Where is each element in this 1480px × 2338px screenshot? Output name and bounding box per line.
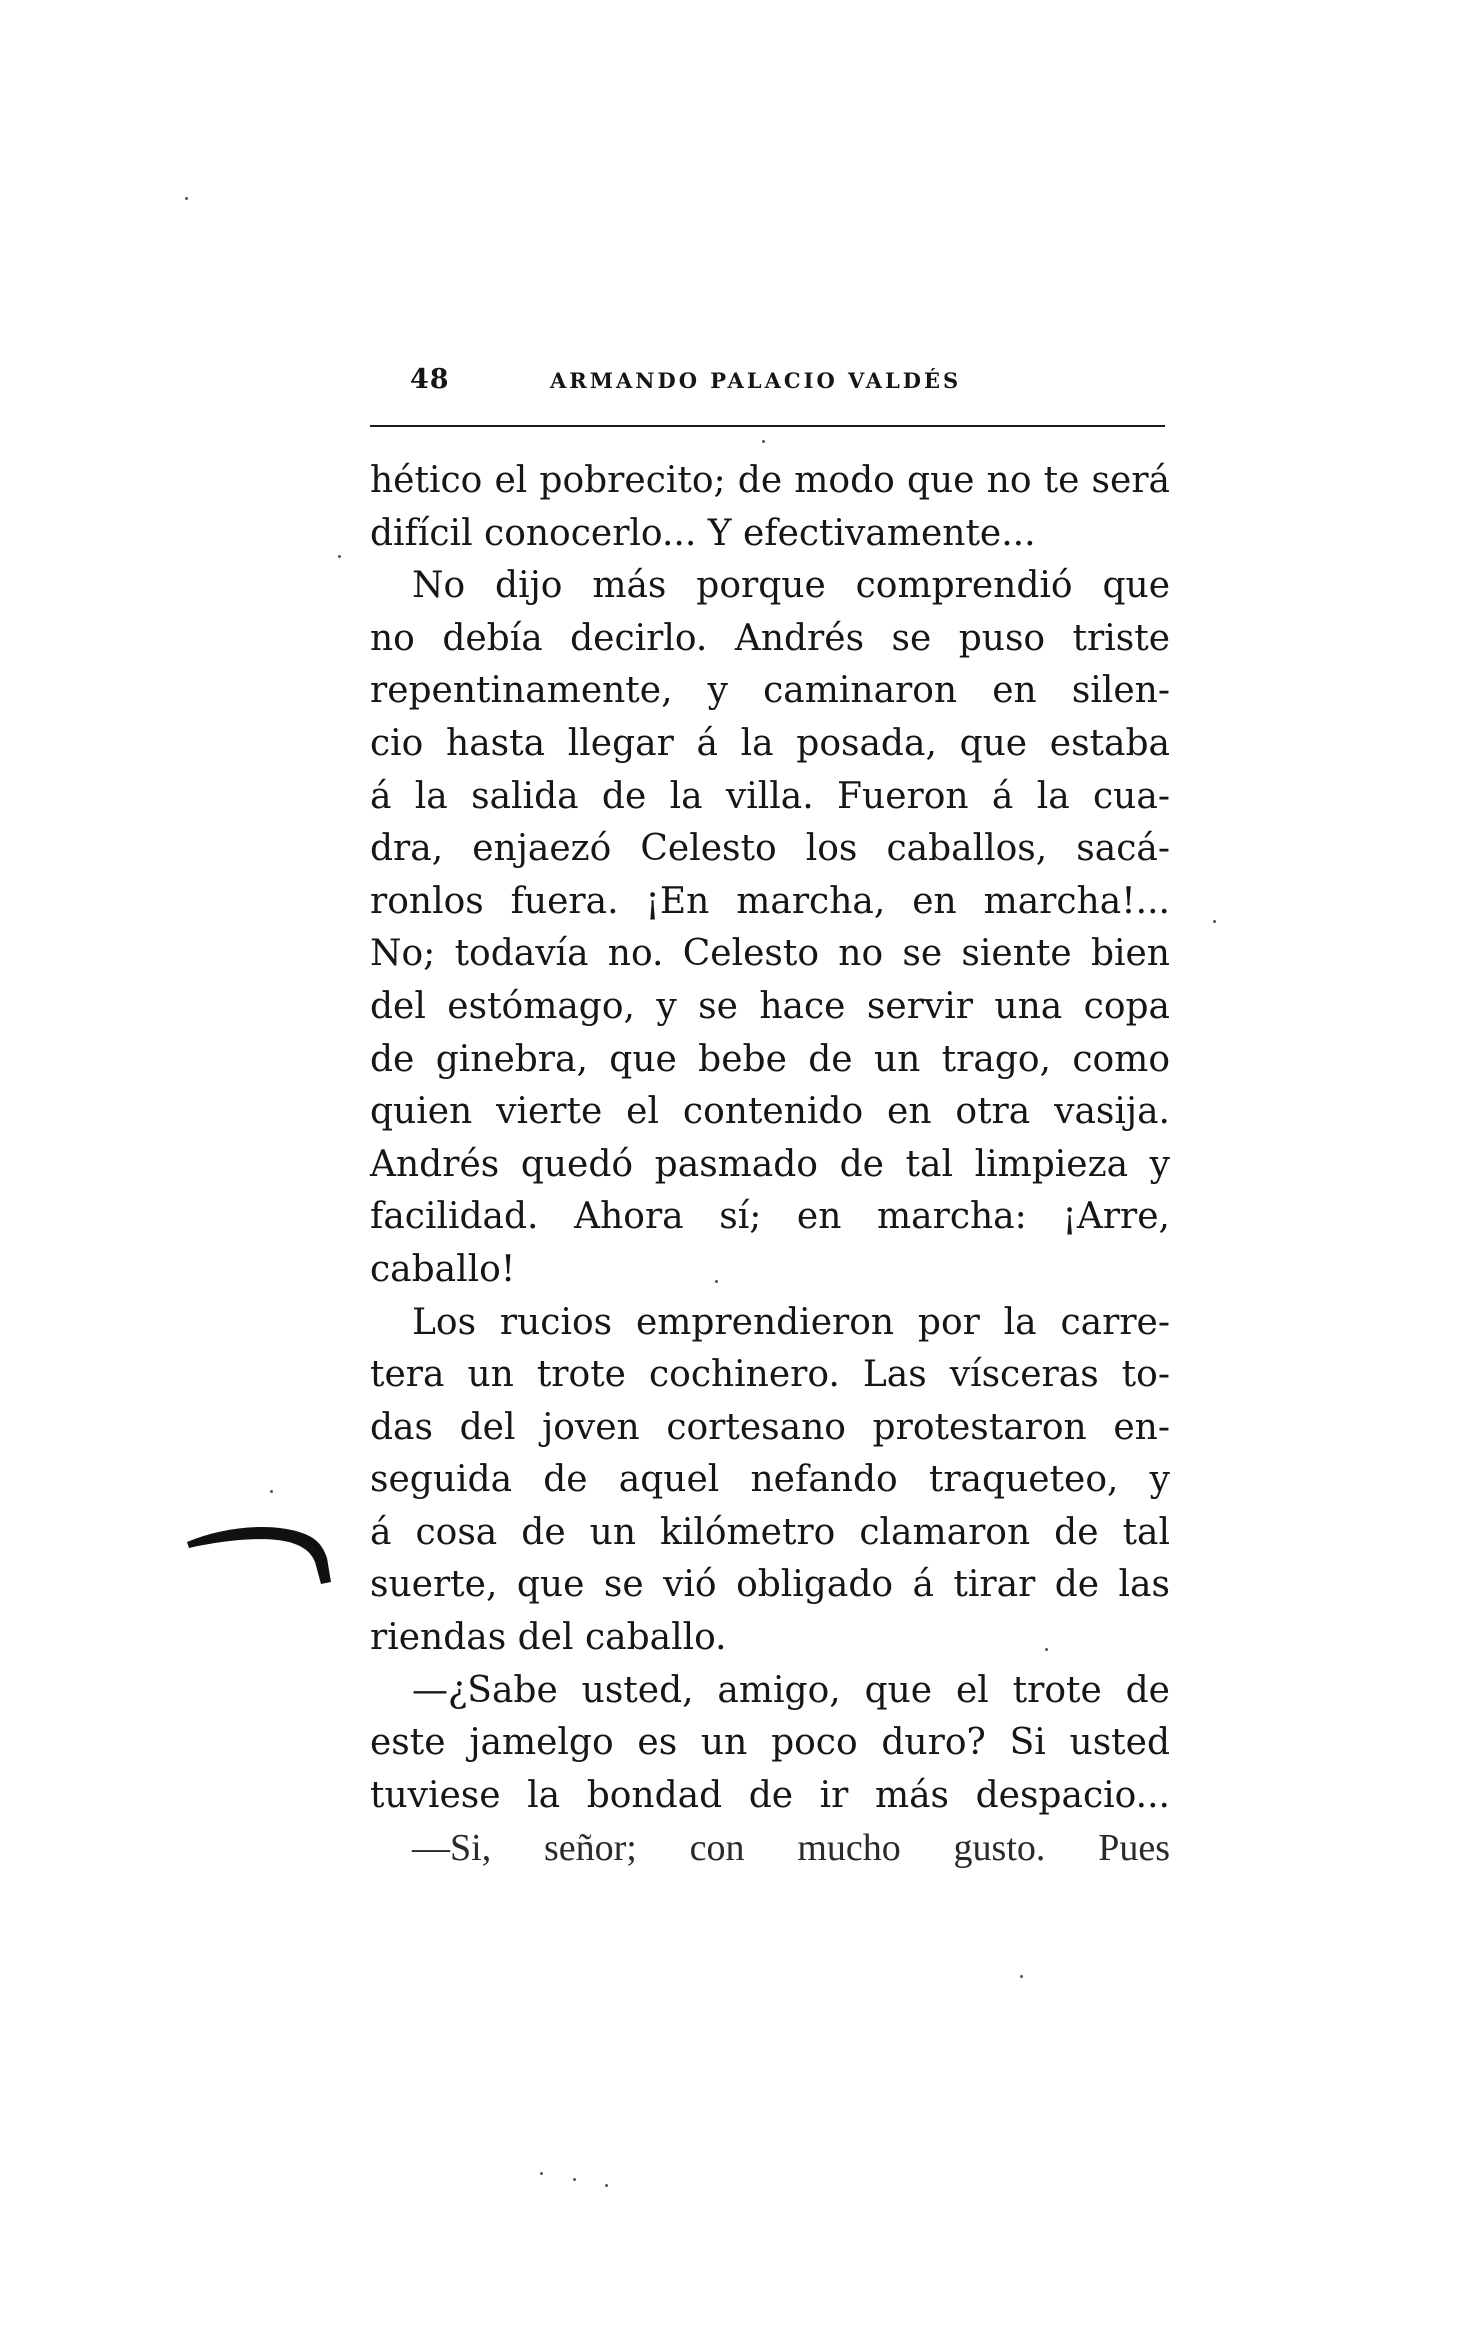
text-line-13: quien vierte el contenido en otra vasija. <box>370 1091 1170 1133</box>
text-line-6: cio hasta llegar á la posada, que estaba <box>370 722 1170 764</box>
text-line-2: difícil conocerlo... Y efectivamente... <box>370 512 1036 554</box>
text-line-19: das del joven cortesano protestaron en- <box>370 1406 1170 1448</box>
text-line-8: dra, enjaezó Celesto los caballos, sacá- <box>370 828 1170 870</box>
text-line-4: no debía decirlo. Andrés se puso triste <box>370 617 1170 659</box>
header-rule <box>370 425 1165 427</box>
text-line-24: —¿Sabe usted, amigo, que el trote de <box>412 1669 1170 1711</box>
scan-speck <box>540 2172 543 2175</box>
text-line-14: Andrés quedó pasmado de tal limpieza y <box>370 1143 1170 1185</box>
running-head <box>370 364 1165 404</box>
text-line-9: ronlos fuera. ¡En marcha, en marcha!... <box>370 880 1170 922</box>
scan-speck <box>762 440 765 443</box>
text-line-15: facilidad. Ahora sí; en marcha: ¡Arre, <box>370 1196 1170 1238</box>
text-line-3: No dijo más porque comprendió que <box>412 565 1170 607</box>
text-line-23: riendas del caballo. <box>370 1617 727 1659</box>
scan-speck <box>1045 1648 1048 1651</box>
text-line-17: Los rucios emprendieron por la carre- <box>412 1301 1170 1343</box>
text-line-27: —Si, señor; con mucho gusto. Pues <box>412 1827 1170 1870</box>
text-line-5: repentinamente, y caminaron en silen- <box>370 670 1170 712</box>
text-line-22: suerte, que se vió obligado á tirar de las <box>370 1564 1170 1606</box>
scan-speck <box>270 1490 273 1493</box>
page-corner-mark <box>185 1500 345 1590</box>
scan-speck <box>715 1280 718 1283</box>
text-line-1: hético el pobrecito; de modo que no te será <box>370 460 1170 501</box>
body-text <box>370 455 1170 1875</box>
scan-speck <box>1020 1975 1023 1978</box>
running-title: ARMANDO PALACIO VALDÉS <box>550 368 962 393</box>
text-line-12: de ginebra, que bebe de un trago, como <box>370 1038 1170 1080</box>
text-line-10: No; todavía no. Celesto no se siente bien <box>370 933 1170 975</box>
text-line-16: caballo! <box>370 1248 516 1290</box>
scan-speck <box>185 197 188 200</box>
text-line-21: á cosa de un kilómetro clamaron de tal <box>370 1511 1170 1553</box>
scan-speck <box>1213 920 1216 923</box>
text-line-25: este jamelgo es un poco duro? Si usted <box>370 1722 1170 1764</box>
text-line-26: tuviese la bondad de ir más despacio... <box>370 1774 1170 1816</box>
text-line-11: del estómago, y se hace servir una copa <box>370 985 1170 1027</box>
scan-speck <box>338 555 341 558</box>
text-line-18: tera un trote cochinero. Las vísceras to- <box>370 1354 1170 1396</box>
text-line-20: seguida de aquel nefando traqueteo, y <box>370 1459 1170 1501</box>
scan-speck <box>605 2184 608 2187</box>
scan-speck <box>573 2178 576 2181</box>
text-line-7: á la salida de la villa. Fueron á la cua- <box>370 775 1170 817</box>
page-number: 48 <box>410 364 450 395</box>
